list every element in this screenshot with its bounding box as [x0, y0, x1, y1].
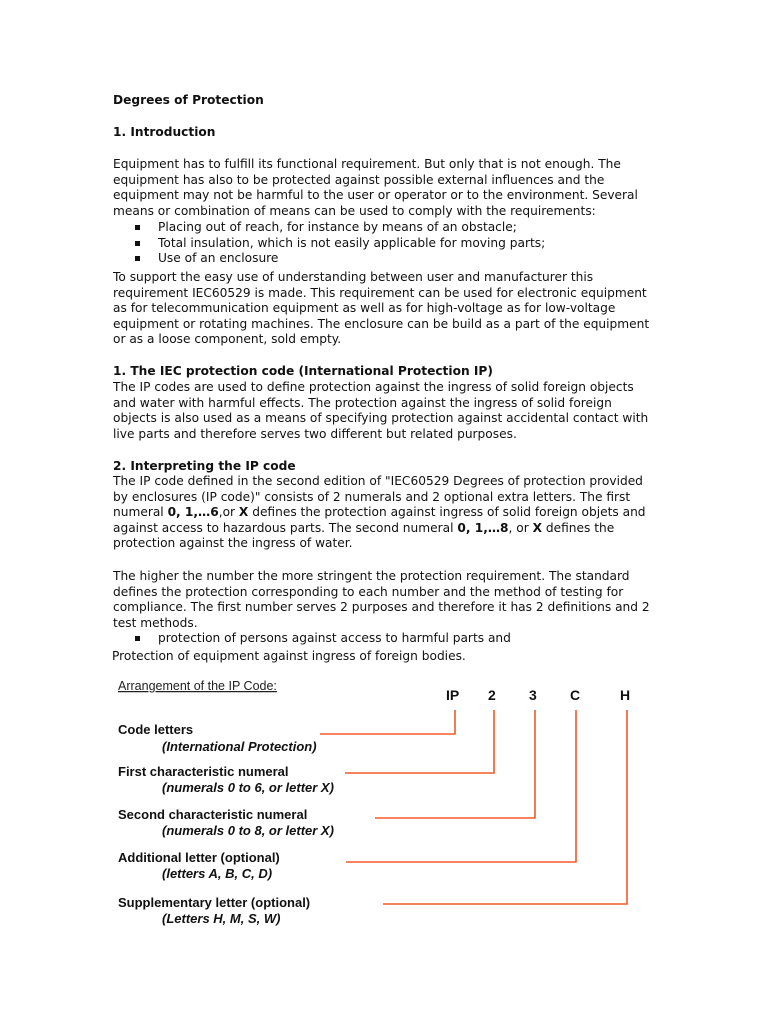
text-line: Equipment has to fulfill its functional requirement. But only that is not enough. The: [113, 157, 621, 171]
label-code-letters: Code letters: [118, 722, 194, 737]
list-item-text: protection of persons against access to harmful parts and: [158, 631, 511, 645]
intro-paragraph: [113, 157, 638, 219]
list-item-text: Use of an enclosure: [158, 251, 279, 266]
leader-line-additional-letter: [346, 710, 576, 862]
interp-paragraph: [113, 474, 646, 552]
text-line: as for telecommunication equipment as well as for high-voltage as for low-voltage: [113, 301, 616, 316]
text-run: ,or: [218, 505, 239, 520]
list-item: [132, 236, 545, 252]
label-supplementary-letter: Supplementary letter (optional): [118, 895, 311, 910]
bullet-icon: [135, 636, 140, 641]
sublabel-additional-letter: (letters A, B, C, D): [162, 866, 273, 881]
intro-bullet-list: [132, 220, 545, 267]
letter-x: X: [238, 505, 249, 520]
text-run: defines the: [542, 520, 615, 535]
numeral-range: 0, 1,…8: [457, 520, 509, 535]
text-line: equipment or rotating machines. The enclosure can be build as a part of the equipment: [113, 316, 650, 331]
page-title: Degrees of Protection: [113, 93, 264, 107]
leader-line-code-letters: [320, 710, 455, 734]
text-run: numeral: [113, 505, 168, 520]
letter-x: X: [532, 520, 543, 535]
text-line: equipment may not be harmful to the user or operator or to the environment. Several: [113, 188, 638, 203]
text-line: compliance. The first number serves 2 purposes and therefore it has 2 definitions and 2: [113, 600, 650, 615]
list-item-text: Total insulation, which is not easily applicable for moving parts;: [158, 235, 546, 250]
text-line: defines the protection corresponding to each number and the method of testing for: [113, 584, 624, 599]
text-line: and water with harmful effects. The protection against the ingress of solid foreign: [113, 395, 612, 410]
text-line: The higher the number the more stringent the protection requirement. The standard: [113, 569, 630, 583]
closing-line: Protection of equipment against ingress of foreign bodies.: [112, 649, 466, 663]
interp-bullet-list: [132, 631, 511, 647]
label-first-numeral: First characteristic numeral: [118, 764, 289, 779]
interp-heading: 2. Interpreting the IP code: [113, 459, 296, 473]
text-run: defines the protection against ingress of solid foreign objets and: [248, 505, 646, 520]
sublabel-supplementary-letter: (Letters H, M, S, W): [162, 911, 281, 926]
text-run: , or: [508, 520, 533, 535]
text-line: live parts and therefore serves two different but related purposes.: [113, 426, 517, 441]
leader-line-first-numeral: [345, 710, 494, 773]
ip-code-diagram: [0, 670, 768, 940]
intro-heading: 1. Introduction: [113, 125, 216, 139]
diagram-title: Arrangement of the IP Code:: [118, 679, 277, 693]
code-letter-supplementary: H: [620, 687, 631, 703]
bullet-icon: [135, 225, 140, 230]
iec-paragraph: [113, 380, 648, 442]
code-letter-additional: C: [570, 687, 581, 703]
text-line: equipment has also to be protected against possible external influences and the: [113, 172, 605, 187]
code-letter-ip: IP: [446, 687, 460, 703]
text-line: To support the easy use of understanding between user and manufacturer this: [113, 270, 594, 284]
text-line: objects is also used as a means of specifying protection against accidental contact with: [113, 411, 649, 426]
text-line: The IP code defined in the second edition of "IEC60529 Degrees of protection provided: [113, 474, 643, 488]
text-line: test methods.: [113, 615, 198, 630]
text-line: by enclosures (IP code)" consists of 2 numerals and 2 optional extra letters. The first: [113, 489, 631, 504]
label-additional-letter: Additional letter (optional): [118, 850, 280, 865]
code-letter-second-numeral: 3: [529, 687, 537, 703]
text-line: means or combination of means can be used to comply with the requirements:: [113, 203, 596, 218]
interp-paragraph-2: [113, 569, 650, 631]
list-item: [132, 631, 511, 647]
text-line: [113, 521, 646, 537]
text-run: against access to hazardous parts. The second numeral: [113, 520, 458, 535]
sublabel-second-numeral: (numerals 0 to 8, or letter X): [162, 823, 334, 838]
text-line: protection against the ingress of water.: [113, 536, 353, 551]
list-item: [132, 220, 545, 236]
code-letter-first-numeral: 2: [488, 687, 496, 703]
label-second-numeral: Second characteristic numeral: [118, 807, 308, 822]
list-item-text: Placing out of reach, for instance by means of an obstacle;: [158, 220, 517, 234]
text-line: or as a loose component, sold empty.: [113, 332, 342, 347]
bullet-icon: [135, 256, 140, 261]
iec-heading: 1. The IEC protection code (International Protection IP): [113, 364, 493, 378]
sublabel-code-letters: (International Protection): [162, 739, 317, 754]
numeral-range: 0, 1,…6: [167, 505, 219, 520]
leader-line-supplementary-letter: [383, 710, 627, 904]
list-item: [132, 251, 545, 267]
text-line: [113, 505, 646, 521]
sublabel-first-numeral: (numerals 0 to 6, or letter X): [162, 780, 334, 795]
intro-paragraph-2: [113, 270, 649, 348]
bullet-icon: [135, 241, 140, 246]
text-line: requirement IEC60529 is made. This requirement can be used for electronic equipment: [113, 285, 647, 300]
text-line: The IP codes are used to define protection against the ingress of solid foreign objects: [113, 380, 634, 394]
